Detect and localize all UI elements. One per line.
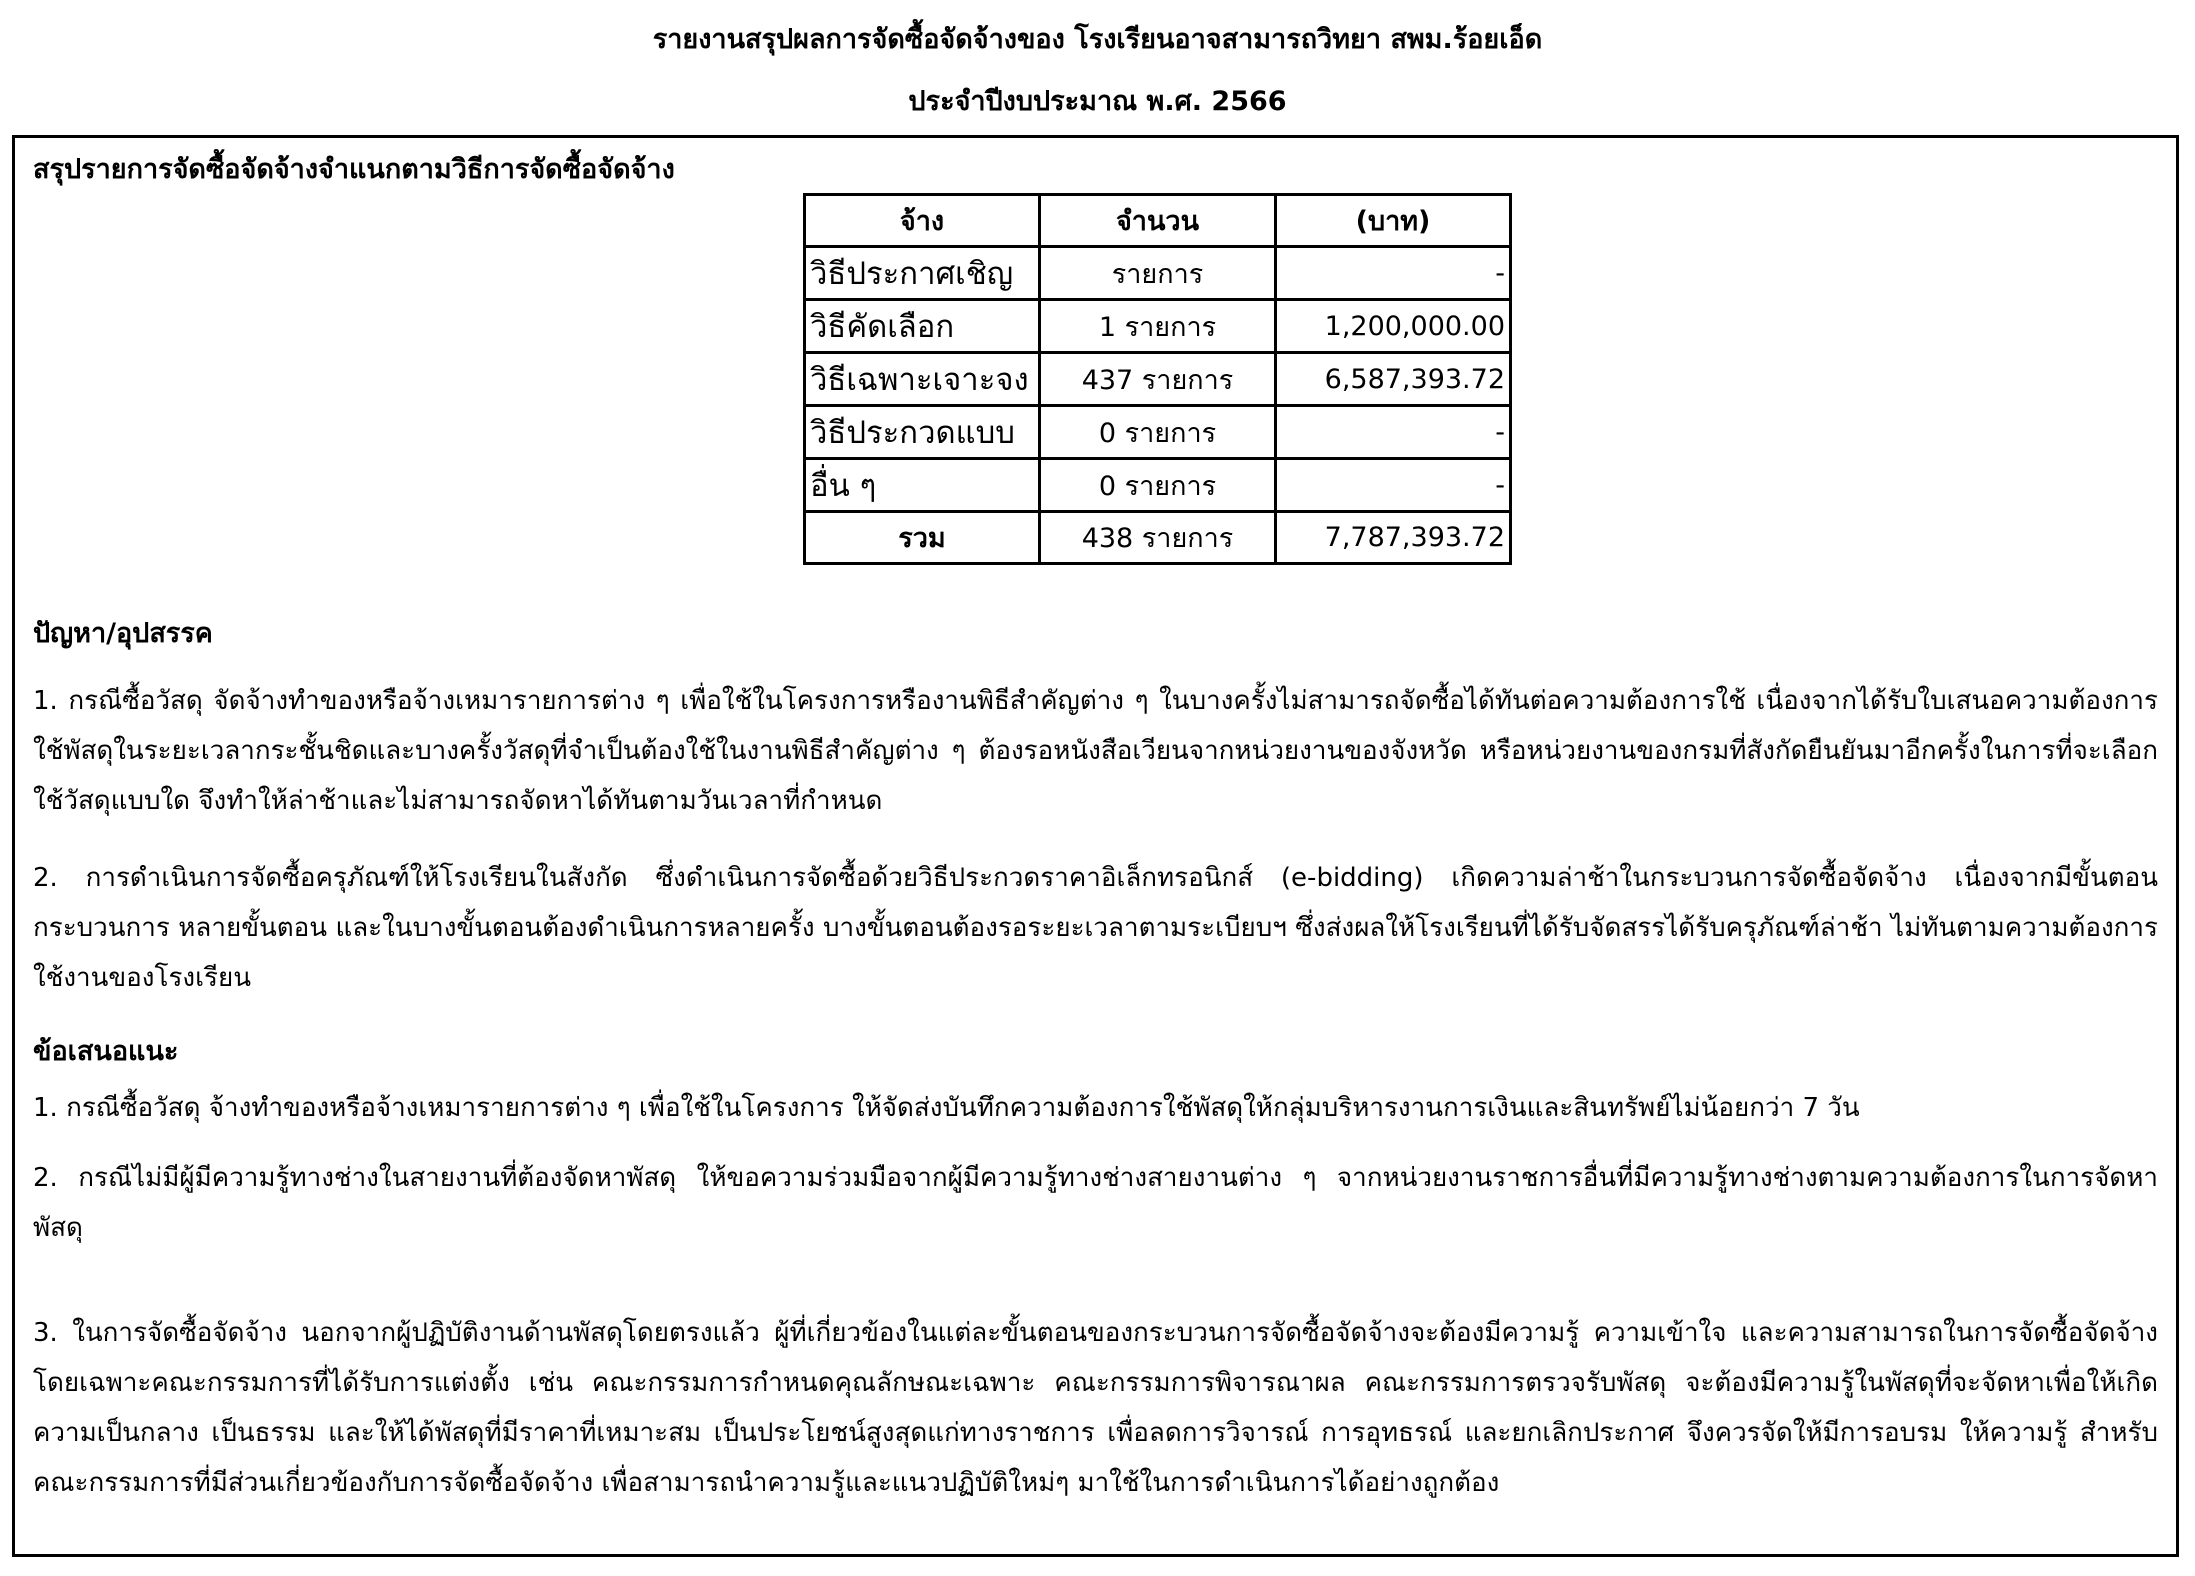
table-header-row: [805, 195, 1511, 247]
table-row: [805, 247, 1511, 300]
method-cell: วิธีคัดเลือก: [805, 300, 1040, 353]
method-cell: วิธีเฉพาะเจาะจง: [805, 353, 1040, 406]
summary-heading: สรุปรายการจัดซื้อจัดจ้างจำแนกตามวิธีการจัดซื้อจัดจ้าง: [33, 154, 675, 185]
procurement-summary-table: [803, 193, 1512, 565]
problem-item-1: 1. กรณีซื้อวัสดุ จัดจ้างทำของหรือจ้างเหมารายการต่าง ๆ เพื่อใช้ในโครงการหรืองานพิธีสำคัญต่าง ๆ ในบางครั้งไม่สามารถจัดซื้อได้ทันต่อความต้องการใช้ เนื่องจากได้รับใบเสนอความต้องการใช้พัสดุในระยะเวลากระชั้นชิดและบางครั้งวัสดุที่จำเป็นต้องใช้ในงานพิธีสำคัญต่าง ๆ ต้องรอหนังสือเวียนจากหน่วยงานของจังหวัด หรือหน่วยงานของกรมที่สังกัดยืนยันมาอีกครั้งในการที่จะเลือกใช้วัสดุแบบใด จึงทำให้ล่าช้าและไม่สามารถจัดหาได้ทันตามวันเวลาที่กำหนด: [33, 686, 2158, 816]
header-amount: (บาท): [1276, 195, 1511, 247]
amount-cell: 6,587,393.72: [1276, 353, 1511, 406]
count-cell: 437 รายการ: [1040, 353, 1276, 406]
table-row: [805, 353, 1511, 406]
table-row: [805, 300, 1511, 353]
problem-item-2: 2. การดำเนินการจัดซื้อครุภัณฑ์ให้โรงเรียนในสังกัด ซึ่งดำเนินการจัดซื้อด้วยวิธีประกวดราคาอิเล็กทรอนิกส์ (e-bidding) เกิดความล่าช้าในกระบวนการจัดซื้อจัดจ้าง เนื่องจากมีขั้นตอนกระบวนการ หลายขั้นตอน และในบางขั้นตอนต้องดำเนินการหลายครั้ง บางขั้นตอนต้องรอระยะเวลาตามระเบียบฯ ซึ่งส่งผลให้โรงเรียนที่ได้รับจัดสรรได้รับครุภัณฑ์ล่าช้า ไม่ทันตามความต้องการใช้งานของโรงเรียน: [33, 863, 2158, 993]
suggestions-heading: ข้อเสนอแนะ: [33, 1036, 179, 1067]
report-subtitle: ประจำปีงบประมาณ พ.ศ. 2566: [908, 86, 1287, 117]
total-count: 438 รายการ: [1040, 512, 1276, 564]
suggestion-item-3: 3. ในการจัดซื้อจัดจ้าง นอกจากผู้ปฏิบัติงานด้านพัสดุโดยตรงแล้ว ผู้ที่เกี่ยวข้องในแต่ละขั้นตอนของกระบวนการจัดซื้อจัดจ้างจะต้องมีความรู้ ความเข้าใจ และความสามารถในการจัดซื้อจัดจ้าง โดยเฉพาะคณะกรรมการที่ได้รับการแต่งตั้ง เช่น คณะกรรมการกำหนดคุณลักษณะเฉพาะ คณะกรรมการพิจารณาผล คณะกรรมการตรวจรับพัสดุ จะต้องมีความรู้ในพัสดุที่จะจัดหาเพื่อให้เกิดความเป็นกลาง เป็นธรรม และให้ได้พัสดุที่มีราคาที่เหมาะสม เป็นประโยชน์สูงสุดแก่ทางราชการ เพื่อลดการวิจารณ์ การอุทธรณ์ และยกเลิกประกาศ จึงควรจัดให้มีการอบรม ให้ความรู้ สำหรับคณะกรรมการที่มีส่วนเกี่ยวข้องกับการจัดซื้อจัดจ้าง เพื่อสามารถนำความรู้และแนวปฏิบัติใหม่ๆ มาใช้ในการดำเนินการได้อย่างถูกต้อง: [33, 1318, 2158, 1498]
suggestion-item-2: 2. กรณีไม่มีผู้มีความรู้ทางช่างในสายงานที่ต้องจัดหาพัสดุ ให้ขอความร่วมมือจากผู้มีความรู้ทางช่างสายงานต่าง ๆ จากหน่วยงานราชการอื่นที่มีความรู้ทางช่างตามความต้องการในการจัดหาพัสดุ: [33, 1163, 2158, 1243]
total-label: รวม: [805, 512, 1040, 564]
report-content: [33, 138, 2164, 1554]
amount-cell: -: [1276, 247, 1511, 300]
table-total-row: [805, 512, 1511, 564]
suggestion-item-1: 1. กรณีซื้อวัสดุ จ้างทำของหรือจ้างเหมารายการต่าง ๆ เพื่อใช้ในโครงการ ให้จัดส่งบันทึกความต้องการใช้พัสดุให้กลุ่มบริหารงานการเงินและสินทรัพย์ไม่น้อยกว่า 7 วัน: [33, 1093, 1860, 1123]
problems-heading: ปัญหา/อุปสรรค: [33, 618, 213, 649]
total-amount: 7,787,393.72: [1276, 512, 1511, 564]
count-cell: 0 รายการ: [1040, 459, 1276, 512]
method-cell: วิธีประกวดแบบ: [805, 406, 1040, 459]
amount-cell: -: [1276, 459, 1511, 512]
table-row: [805, 406, 1511, 459]
method-cell: อื่น ๆ: [805, 459, 1040, 512]
report-title: รายงานสรุปผลการจัดซื้อจัดจ้างของ โรงเรียนอาจสามารถวิทยา สพม.ร้อยเอ็ด: [652, 24, 1543, 55]
method-cell: วิธีประกาศเชิญ: [805, 247, 1040, 300]
amount-cell: 1,200,000.00: [1276, 300, 1511, 353]
header-count: จำนวน: [1040, 195, 1276, 247]
count-cell: 0 รายการ: [1040, 406, 1276, 459]
table-row: [805, 459, 1511, 512]
count-cell: รายการ: [1040, 247, 1276, 300]
amount-cell: -: [1276, 406, 1511, 459]
header-method: จ้าง: [805, 195, 1040, 247]
count-cell: 1 รายการ: [1040, 300, 1276, 353]
report-frame: [12, 135, 2179, 1557]
